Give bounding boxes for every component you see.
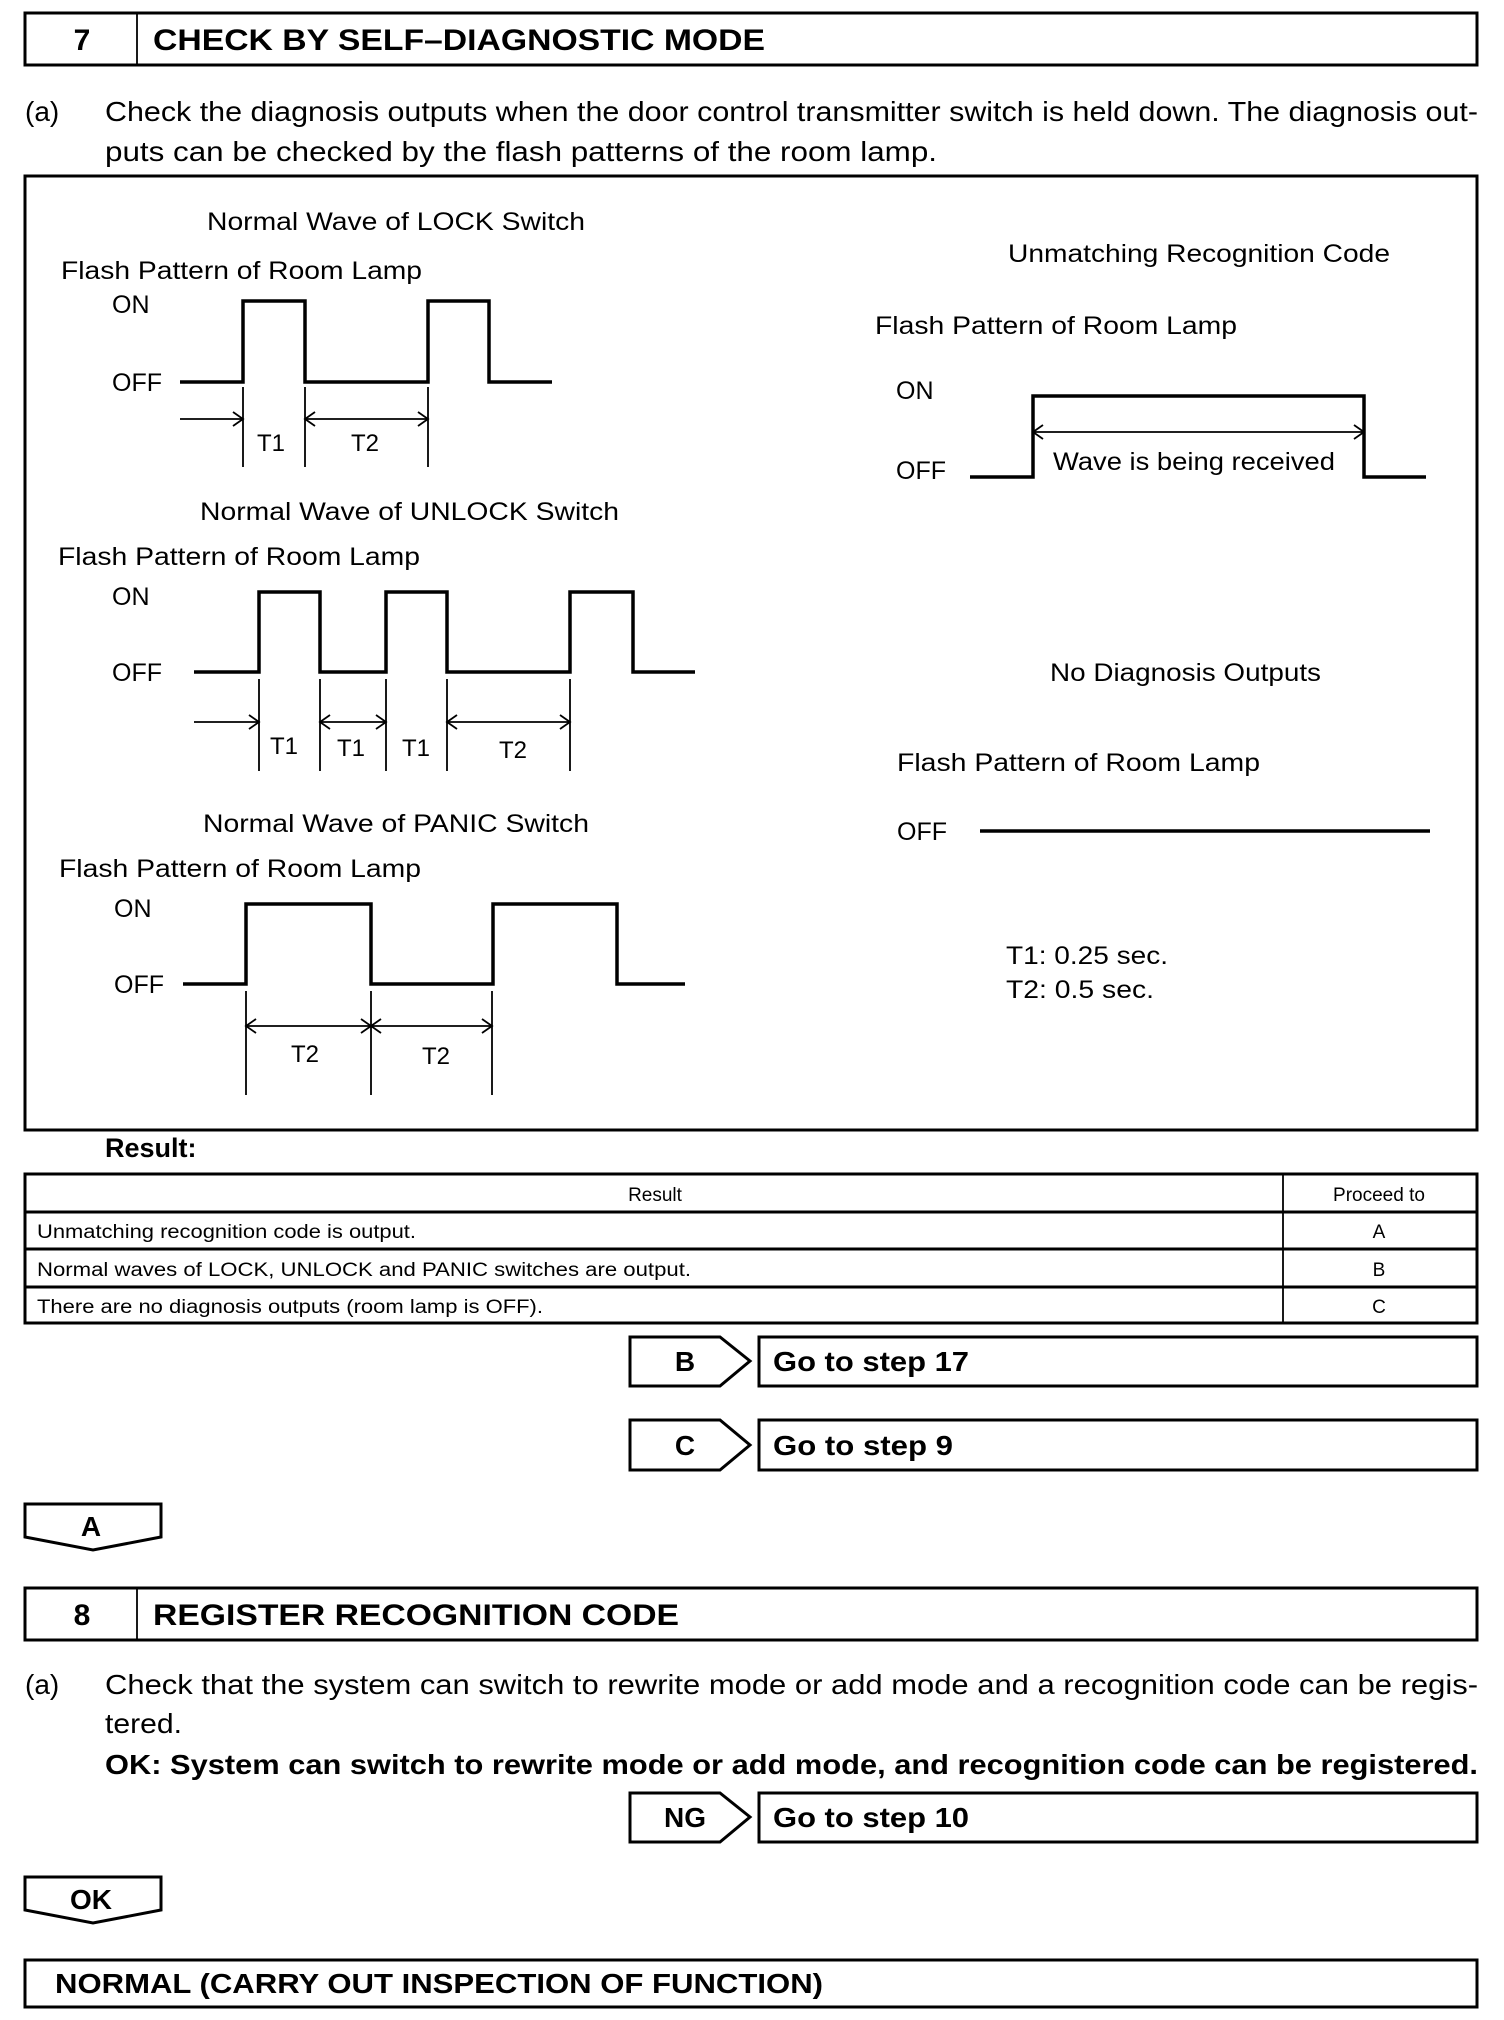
step8-instruction-line1: Check that the system can switch to rewrite mode or add mode and a recognition code can be regis- [105, 1669, 1478, 1700]
unlock-off-label: OFF [112, 659, 162, 687]
step8-header [25, 1588, 1477, 1640]
lock-label-t2: T2 [350, 430, 380, 457]
panic-wave [59, 810, 685, 1095]
branch-b[interactable] [630, 1337, 1477, 1386]
final-result [25, 1960, 1477, 2007]
unmatching-off-label: OFF [896, 457, 946, 485]
unmatching-title: Unmatching Recognition Code [1008, 240, 1390, 268]
table-cell-proceed: B [1372, 1260, 1386, 1281]
unlock-waveform [194, 592, 695, 672]
unlock-subtitle: Flash Pattern of Room Lamp [58, 543, 420, 571]
unmatching-wave [875, 240, 1426, 485]
panic-label-t2-a: T2 [290, 1041, 320, 1068]
no-output-off-label: OFF [897, 818, 947, 846]
step7-header [25, 13, 1477, 65]
final-text: NORMAL (CARRY OUT INSPECTION OF FUNCTION) [55, 1968, 823, 1999]
branch-ng[interactable] [630, 1793, 1477, 1842]
unmatching-on-label: ON [896, 377, 934, 405]
dimension-ticks [246, 991, 492, 1095]
no-output-wave [897, 659, 1430, 846]
table-header-result: Result [628, 1185, 682, 1206]
lock-off-label: OFF [112, 369, 162, 397]
panic-subtitle: Flash Pattern of Room Lamp [59, 855, 421, 883]
panic-off-label: OFF [114, 971, 164, 999]
lock-label-t1: T1 [256, 430, 286, 457]
step8-instruction-line2: tered. [105, 1708, 182, 1739]
continue-ok-label: OK [70, 1884, 112, 1915]
lock-wave [61, 208, 585, 467]
table-row [37, 1297, 1386, 1318]
table-cell-result: Unmatching recognition code is output. [37, 1222, 416, 1243]
branch-c-code: C [674, 1430, 696, 1461]
step7-number: 7 [73, 24, 91, 57]
step8-ok-criteria: OK: System can switch to rewrite mode or add mode, and recognition code can be registered. [105, 1749, 1478, 1780]
lock-on-label: ON [112, 291, 150, 319]
dimension-arrows [1033, 425, 1364, 439]
branch-b-code: B [674, 1346, 696, 1377]
unlock-label-t2: T2 [498, 737, 528, 764]
dimension-arrows [180, 412, 428, 426]
timing-t1: T1: 0.25 sec. [1006, 942, 1168, 970]
table-header-proceed: Proceed to [1333, 1185, 1425, 1206]
branch-c[interactable] [630, 1420, 1477, 1470]
unmatching-subtitle: Flash Pattern of Room Lamp [875, 312, 1237, 340]
branch-c-action[interactable]: Go to step 9 [773, 1430, 953, 1461]
unlock-on-label: ON [112, 583, 150, 611]
step7-instruction-line2: puts can be checked by the flash patterns of the room lamp. [105, 136, 937, 167]
panic-on-label: ON [114, 895, 152, 923]
unlock-title: Normal Wave of UNLOCK Switch [200, 498, 619, 526]
unlock-label-t1-c: T1 [401, 735, 431, 762]
step8-title: REGISTER RECOGNITION CODE [153, 1599, 679, 1632]
continue-a[interactable] [25, 1504, 161, 1550]
result-table [25, 1174, 1477, 1323]
result-label: Result: [105, 1133, 197, 1163]
unlock-wave [58, 498, 695, 771]
step7-item-marker: (a) [25, 96, 60, 127]
step8-number: 8 [73, 1599, 91, 1632]
branch-ng-code: NG [664, 1802, 706, 1833]
unlock-label-t1-a: T1 [269, 733, 299, 760]
panic-label-t2-b: T2 [421, 1043, 451, 1070]
table-cell-proceed: C [1372, 1297, 1386, 1318]
no-output-subtitle: Flash Pattern of Room Lamp [897, 749, 1260, 777]
unlock-label-t1-b: T1 [336, 735, 366, 762]
lock-subtitle: Flash Pattern of Room Lamp [61, 257, 422, 285]
flash-pattern-diagram [25, 176, 1477, 1130]
lock-waveform [180, 301, 552, 382]
branch-b-action[interactable]: Go to step 17 [773, 1346, 969, 1377]
table-row [37, 1260, 1385, 1281]
continue-ok[interactable] [25, 1877, 161, 1923]
step7-title: CHECK BY SELF–DIAGNOSTIC MODE [153, 24, 765, 57]
panic-title: Normal Wave of PANIC Switch [203, 810, 589, 838]
table-cell-proceed: A [1372, 1222, 1386, 1243]
table-cell-result: There are no diagnosis outputs (room lamp is OFF). [37, 1297, 543, 1318]
branch-ng-action[interactable]: Go to step 10 [773, 1802, 969, 1833]
dimension-arrows [246, 1019, 492, 1033]
step8-item-marker: (a) [25, 1669, 60, 1700]
continue-a-label: A [80, 1511, 102, 1542]
dimension-arrows [194, 715, 570, 729]
unmatching-wave-label: Wave is being received [1053, 448, 1335, 476]
no-output-title: No Diagnosis Outputs [1050, 659, 1321, 687]
panic-waveform [183, 904, 685, 984]
table-row [37, 1222, 1386, 1243]
lock-title: Normal Wave of LOCK Switch [207, 208, 585, 236]
table-cell-result: Normal waves of LOCK, UNLOCK and PANIC switches are output. [37, 1260, 691, 1281]
step7-instruction-line1: Check the diagnosis outputs when the door control transmitter switch is held down. The diagnosis out- [105, 96, 1478, 127]
timing-t2: T2: 0.5 sec. [1006, 976, 1154, 1004]
